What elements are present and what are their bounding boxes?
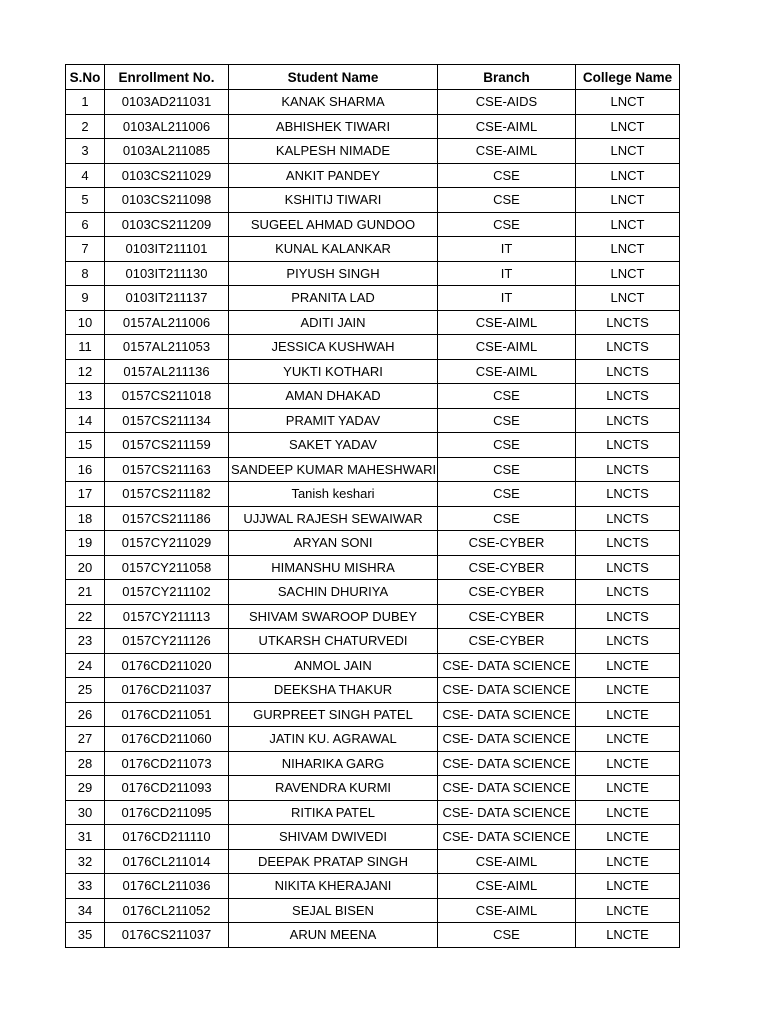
cell-branch: CSE- DATA SCIENCE — [438, 678, 576, 703]
table-row — [66, 90, 680, 115]
cell-student-name: SANDEEP KUMAR MAHESHWARI — [229, 457, 438, 482]
cell-college: LNCTS — [576, 506, 680, 531]
table-row — [66, 408, 680, 433]
cell-student-name: KSHITIJ TIWARI — [229, 188, 438, 213]
table-row — [66, 482, 680, 507]
cell-branch: CSE — [438, 433, 576, 458]
cell-college: LNCT — [576, 237, 680, 262]
cell-student-name: YUKTI KOTHARI — [229, 359, 438, 384]
table-row — [66, 506, 680, 531]
cell-college: LNCTE — [576, 874, 680, 899]
cell-sno: 24 — [66, 653, 105, 678]
table-row — [66, 751, 680, 776]
cell-sno: 22 — [66, 604, 105, 629]
cell-student-name: SEJAL BISEN — [229, 898, 438, 923]
cell-branch: CSE — [438, 506, 576, 531]
cell-branch: CSE- DATA SCIENCE — [438, 776, 576, 801]
table-row — [66, 188, 680, 213]
cell-sno: 4 — [66, 163, 105, 188]
header-branch: Branch — [438, 65, 576, 90]
table-row — [66, 212, 680, 237]
cell-branch: CSE-CYBER — [438, 629, 576, 654]
table-row — [66, 849, 680, 874]
cell-college: LNCTE — [576, 898, 680, 923]
cell-student-name: SUGEEL AHMAD GUNDOO — [229, 212, 438, 237]
cell-college: LNCTS — [576, 555, 680, 580]
cell-sno: 10 — [66, 310, 105, 335]
cell-branch: CSE-AIDS — [438, 90, 576, 115]
cell-branch: CSE- DATA SCIENCE — [438, 653, 576, 678]
cell-college: LNCTS — [576, 408, 680, 433]
table-row — [66, 237, 680, 262]
table-row — [66, 898, 680, 923]
cell-enrollment: 0157CY211058 — [105, 555, 229, 580]
table-row — [66, 310, 680, 335]
cell-sno: 25 — [66, 678, 105, 703]
cell-sno: 29 — [66, 776, 105, 801]
cell-student-name: ADITI JAIN — [229, 310, 438, 335]
cell-branch: CSE- DATA SCIENCE — [438, 825, 576, 850]
cell-college: LNCTS — [576, 531, 680, 556]
cell-branch: CSE-AIML — [438, 310, 576, 335]
cell-student-name: ARUN MEENA — [229, 923, 438, 948]
cell-college: LNCTE — [576, 727, 680, 752]
cell-branch: CSE-AIML — [438, 139, 576, 164]
cell-branch: CSE-CYBER — [438, 531, 576, 556]
cell-enrollment: 0103IT211101 — [105, 237, 229, 262]
cell-sno: 32 — [66, 849, 105, 874]
cell-student-name: DEEPAK PRATAP SINGH — [229, 849, 438, 874]
cell-college: LNCTE — [576, 751, 680, 776]
cell-college: LNCTS — [576, 482, 680, 507]
cell-student-name: PIYUSH SINGH — [229, 261, 438, 286]
cell-student-name: SHIVAM DWIVEDI — [229, 825, 438, 850]
cell-enrollment: 0103IT211130 — [105, 261, 229, 286]
cell-branch: CSE- DATA SCIENCE — [438, 727, 576, 752]
cell-enrollment: 0157AL211136 — [105, 359, 229, 384]
cell-student-name: NIKITA KHERAJANI — [229, 874, 438, 899]
cell-enrollment: 0157AL211006 — [105, 310, 229, 335]
table-row — [66, 653, 680, 678]
cell-student-name: ANKIT PANDEY — [229, 163, 438, 188]
table-row — [66, 800, 680, 825]
cell-sno: 27 — [66, 727, 105, 752]
cell-college: LNCTE — [576, 800, 680, 825]
table-row — [66, 580, 680, 605]
cell-branch: CSE — [438, 923, 576, 948]
cell-college: LNCT — [576, 286, 680, 311]
cell-student-name: RAVENDRA KURMI — [229, 776, 438, 801]
cell-branch: IT — [438, 237, 576, 262]
cell-student-name: AMAN DHAKAD — [229, 384, 438, 409]
cell-branch: CSE-AIML — [438, 359, 576, 384]
table-row — [66, 555, 680, 580]
cell-sno: 8 — [66, 261, 105, 286]
table-row — [66, 776, 680, 801]
cell-enrollment: 0157CS211163 — [105, 457, 229, 482]
cell-sno: 11 — [66, 335, 105, 360]
header-sno: S.No — [66, 65, 105, 90]
cell-college: LNCTE — [576, 776, 680, 801]
cell-student-name: PRAMIT YADAV — [229, 408, 438, 433]
cell-enrollment: 0176CD211073 — [105, 751, 229, 776]
cell-enrollment: 0157CY211126 — [105, 629, 229, 654]
cell-branch: CSE- DATA SCIENCE — [438, 800, 576, 825]
cell-student-name: HIMANSHU MISHRA — [229, 555, 438, 580]
cell-sno: 2 — [66, 114, 105, 139]
cell-branch: CSE-AIML — [438, 849, 576, 874]
cell-enrollment: 0176CD211037 — [105, 678, 229, 703]
cell-branch: CSE — [438, 188, 576, 213]
cell-sno: 30 — [66, 800, 105, 825]
cell-college: LNCT — [576, 139, 680, 164]
table-row — [66, 825, 680, 850]
table-row — [66, 678, 680, 703]
table-row — [66, 923, 680, 948]
cell-student-name: UJJWAL RAJESH SEWAIWAR — [229, 506, 438, 531]
header-student-name: Student Name — [229, 65, 438, 90]
cell-enrollment: 0103AD211031 — [105, 90, 229, 115]
cell-branch: CSE- DATA SCIENCE — [438, 751, 576, 776]
cell-enrollment: 0157CY211102 — [105, 580, 229, 605]
cell-branch: CSE-AIML — [438, 898, 576, 923]
cell-student-name: DEEKSHA THAKUR — [229, 678, 438, 703]
cell-sno: 35 — [66, 923, 105, 948]
cell-enrollment: 0157AL211053 — [105, 335, 229, 360]
cell-sno: 17 — [66, 482, 105, 507]
cell-college: LNCTS — [576, 604, 680, 629]
cell-enrollment: 0103AL211085 — [105, 139, 229, 164]
cell-college: LNCTS — [576, 457, 680, 482]
cell-sno: 9 — [66, 286, 105, 311]
cell-student-name: NIHARIKA GARG — [229, 751, 438, 776]
cell-branch: CSE — [438, 384, 576, 409]
cell-college: LNCT — [576, 163, 680, 188]
cell-student-name: Tanish keshari — [229, 482, 438, 507]
cell-college: LNCTS — [576, 433, 680, 458]
cell-enrollment: 0157CS211134 — [105, 408, 229, 433]
cell-student-name: SHIVAM SWAROOP DUBEY — [229, 604, 438, 629]
table-row — [66, 874, 680, 899]
cell-student-name: KALPESH NIMADE — [229, 139, 438, 164]
header-enrollment: Enrollment No. — [105, 65, 229, 90]
cell-sno: 21 — [66, 580, 105, 605]
cell-branch: IT — [438, 261, 576, 286]
cell-sno: 28 — [66, 751, 105, 776]
cell-student-name: GURPREET SINGH PATEL — [229, 702, 438, 727]
cell-branch: CSE-CYBER — [438, 580, 576, 605]
cell-sno: 33 — [66, 874, 105, 899]
table-row — [66, 384, 680, 409]
cell-sno: 26 — [66, 702, 105, 727]
cell-student-name: ABHISHEK TIWARI — [229, 114, 438, 139]
cell-enrollment: 0157CS211159 — [105, 433, 229, 458]
cell-sno: 14 — [66, 408, 105, 433]
table-row — [66, 629, 680, 654]
cell-student-name: UTKARSH CHATURVEDI — [229, 629, 438, 654]
cell-branch: CSE — [438, 408, 576, 433]
cell-enrollment: 0176CD211110 — [105, 825, 229, 850]
cell-student-name: JESSICA KUSHWAH — [229, 335, 438, 360]
cell-branch: CSE-AIML — [438, 335, 576, 360]
cell-sno: 1 — [66, 90, 105, 115]
cell-branch: CSE — [438, 163, 576, 188]
cell-college: LNCTE — [576, 653, 680, 678]
cell-enrollment: 0157CS211186 — [105, 506, 229, 531]
cell-college: LNCTE — [576, 678, 680, 703]
cell-branch: CSE-AIML — [438, 114, 576, 139]
cell-student-name: KANAK SHARMA — [229, 90, 438, 115]
cell-branch: CSE — [438, 482, 576, 507]
cell-sno: 5 — [66, 188, 105, 213]
cell-sno: 15 — [66, 433, 105, 458]
cell-enrollment: 0157CS211018 — [105, 384, 229, 409]
table-row — [66, 531, 680, 556]
table-row — [66, 163, 680, 188]
cell-sno: 34 — [66, 898, 105, 923]
table-row — [66, 359, 680, 384]
cell-student-name: PRANITA LAD — [229, 286, 438, 311]
cell-sno: 18 — [66, 506, 105, 531]
cell-student-name: ANMOL JAIN — [229, 653, 438, 678]
cell-branch: CSE-CYBER — [438, 604, 576, 629]
cell-college: LNCT — [576, 188, 680, 213]
cell-student-name: JATIN KU. AGRAWAL — [229, 727, 438, 752]
cell-sno: 20 — [66, 555, 105, 580]
table-row — [66, 139, 680, 164]
cell-college: LNCTE — [576, 923, 680, 948]
cell-enrollment: 0176CD211060 — [105, 727, 229, 752]
table-row — [66, 114, 680, 139]
table-row — [66, 702, 680, 727]
cell-enrollment: 0176CD211051 — [105, 702, 229, 727]
cell-college: LNCTS — [576, 359, 680, 384]
cell-student-name: KUNAL KALANKAR — [229, 237, 438, 262]
cell-enrollment: 0103AL211006 — [105, 114, 229, 139]
cell-enrollment: 0157CY211113 — [105, 604, 229, 629]
cell-sno: 12 — [66, 359, 105, 384]
cell-branch: CSE-AIML — [438, 874, 576, 899]
header-row — [66, 65, 680, 90]
cell-college: LNCTS — [576, 384, 680, 409]
cell-college: LNCTS — [576, 335, 680, 360]
cell-enrollment: 0103CS211029 — [105, 163, 229, 188]
cell-college: LNCTS — [576, 310, 680, 335]
cell-enrollment: 0103CS211209 — [105, 212, 229, 237]
table-row — [66, 261, 680, 286]
cell-enrollment: 0176CL211014 — [105, 849, 229, 874]
cell-enrollment: 0176CL211052 — [105, 898, 229, 923]
cell-sno: 23 — [66, 629, 105, 654]
cell-college: LNCTE — [576, 825, 680, 850]
cell-enrollment: 0157CY211029 — [105, 531, 229, 556]
cell-college: LNCT — [576, 212, 680, 237]
table-row — [66, 286, 680, 311]
cell-sno: 13 — [66, 384, 105, 409]
cell-enrollment: 0176CD211020 — [105, 653, 229, 678]
cell-sno: 3 — [66, 139, 105, 164]
cell-college: LNCTS — [576, 580, 680, 605]
cell-student-name: SAKET YADAV — [229, 433, 438, 458]
cell-sno: 7 — [66, 237, 105, 262]
cell-sno: 6 — [66, 212, 105, 237]
cell-enrollment: 0176CL211036 — [105, 874, 229, 899]
cell-branch: CSE- DATA SCIENCE — [438, 702, 576, 727]
cell-student-name: ARYAN SONI — [229, 531, 438, 556]
table-row — [66, 727, 680, 752]
cell-college: LNCT — [576, 90, 680, 115]
cell-sno: 16 — [66, 457, 105, 482]
cell-student-name: RITIKA PATEL — [229, 800, 438, 825]
header-college: College Name — [576, 65, 680, 90]
cell-branch: IT — [438, 286, 576, 311]
cell-college: LNCTE — [576, 849, 680, 874]
student-table — [65, 64, 680, 948]
table-row — [66, 335, 680, 360]
cell-branch: CSE — [438, 212, 576, 237]
cell-enrollment: 0103IT211137 — [105, 286, 229, 311]
cell-college: LNCTE — [576, 702, 680, 727]
cell-college: LNCTS — [576, 629, 680, 654]
cell-enrollment: 0157CS211182 — [105, 482, 229, 507]
table-row — [66, 457, 680, 482]
cell-branch: CSE-CYBER — [438, 555, 576, 580]
cell-branch: CSE — [438, 457, 576, 482]
cell-college: LNCT — [576, 261, 680, 286]
table-row — [66, 604, 680, 629]
cell-enrollment: 0176CD211093 — [105, 776, 229, 801]
cell-enrollment: 0103CS211098 — [105, 188, 229, 213]
cell-enrollment: 0176CS211037 — [105, 923, 229, 948]
cell-college: LNCT — [576, 114, 680, 139]
cell-sno: 19 — [66, 531, 105, 556]
table-row — [66, 433, 680, 458]
cell-enrollment: 0176CD211095 — [105, 800, 229, 825]
cell-sno: 31 — [66, 825, 105, 850]
cell-student-name: SACHIN DHURIYA — [229, 580, 438, 605]
